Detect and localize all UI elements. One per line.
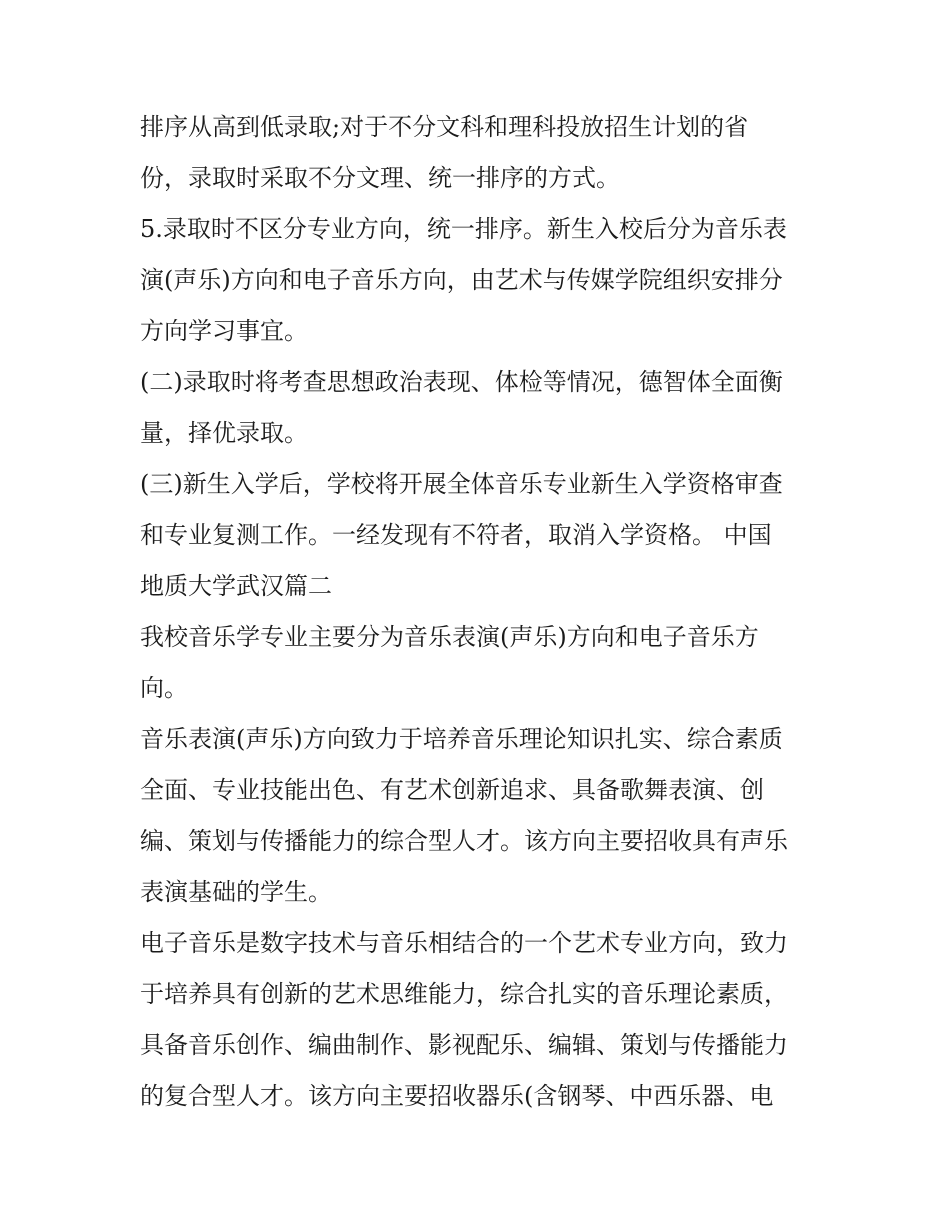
text-line: 于培养具有创新的艺术思维能力，综合扎实的音乐理论素质，: [140, 980, 788, 1008]
text-line: 演(声乐)方向和电子音乐方向，由艺术与传媒学院组织安排分: [140, 266, 783, 294]
text-line: 具备音乐创作、编曲制作、影视配乐、编辑、策划与传播能力: [140, 1031, 788, 1059]
text-line: 和专业复测工作。一经发现有不符者，取消入学资格。 中国: [140, 521, 772, 549]
text-line: 量，择优录取。: [140, 419, 308, 447]
text-line: (三)新生入学后，学校将开展全体音乐专业新生入学资格审查: [140, 470, 783, 498]
text-line: 地质大学武汉篇二: [140, 572, 332, 600]
text-line: 方向学习事宜。: [140, 317, 308, 345]
text-line: 我校音乐学专业主要分为音乐表演(声乐)方向和电子音乐方: [140, 623, 759, 651]
text-line: 表演基础的学生。: [140, 878, 332, 906]
text-line: 排序从高到低录取;对于不分文科和理科投放招生计划的省: [140, 113, 749, 141]
text-line: 编、策划与传播能力的综合型人才。该方向主要招收具有声乐: [140, 827, 788, 855]
text-line: 电子音乐是数字技术与音乐相结合的一个艺术专业方向，致力: [140, 929, 788, 957]
text-line: 音乐表演(声乐)方向致力于培养音乐理论知识扎实、综合素质: [140, 725, 783, 753]
text-line: 份，录取时采取不分文理、统一排序的方式。: [140, 164, 620, 192]
text-line: (二)录取时将考查思想政治表现、体检等情况，德智体全面衡: [140, 368, 783, 396]
text-line: 的复合型人才。该方向主要招收器乐(含钢琴、中西乐器、电: [140, 1082, 774, 1110]
text-line: 全面、专业技能出色、有艺术创新追求、具备歌舞表演、创: [140, 776, 764, 804]
text-line: 5.录取时不区分专业方向，统一排序。新生入校后分为音乐表: [140, 215, 787, 243]
text-line: 向。: [140, 674, 188, 702]
document-body: [140, 102, 820, 1122]
